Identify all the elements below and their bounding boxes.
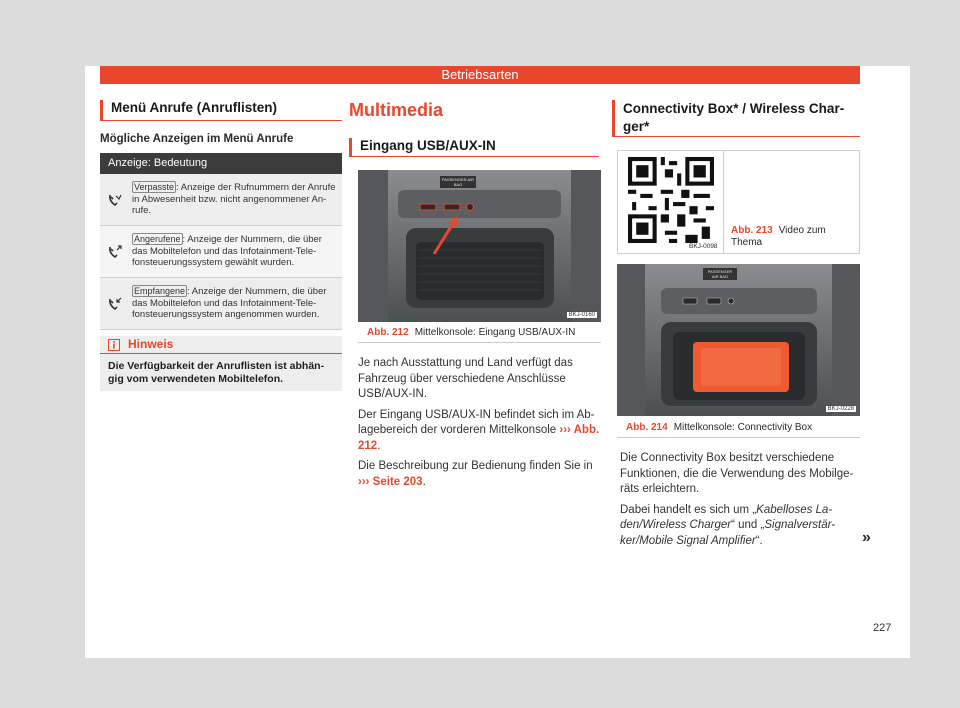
figure-usb-console (358, 170, 601, 322)
figure-caption-text: Mittelkonsole: Eingang USB/AUX-IN (414, 327, 576, 338)
paragraph: Die Beschreibung zur Bedienung finden Sie in ››› Seite 203. (358, 460, 593, 488)
table-header: Anzeige: Bedeutung (100, 153, 342, 174)
figure-code: BKJ-0228 (827, 406, 854, 412)
section-title-connectivity: Connectivity Box* / Wireless Char-ger* (612, 100, 860, 137)
qr-caption (731, 225, 851, 249)
xref-link-seite-203[interactable]: ››› Seite 203 (358, 475, 423, 488)
console-illustration (358, 170, 601, 322)
incoming-call-icon (107, 296, 123, 312)
paragraph: Je nach Ausstattung und Land verfügt das Fahrzeug über verschiedene Anschlüsse USB/AUX-IN. (358, 357, 573, 400)
figure-code: BKJ-0160 (568, 312, 595, 318)
paragraph: Dabei handelt es sich um „Kabelloses La-den/Wireless Charger“ und „Signalverstär-ker/Mobile Signal Amplifier“. (620, 503, 836, 547)
table-row (100, 226, 342, 278)
badge-verpasste: Verpasste (134, 182, 175, 192)
continue-marker: » (862, 529, 871, 546)
qr-code-label: BKJ-0098 (689, 243, 718, 250)
paragraph: Die Connectivity Box besitzt verschiedene Funktionen, die die Verwendung des Mobilge-räts erleichtern. (620, 452, 854, 495)
video-qr-box[interactable] (617, 150, 860, 254)
note-title: Hinweis (128, 337, 174, 351)
table-row (100, 278, 342, 330)
info-icon (108, 339, 120, 351)
table-row (100, 174, 342, 226)
badge-angerufene: Angerufene (134, 234, 181, 244)
chapter-header-bar (100, 66, 860, 84)
qr-caption-text: Video zum Thema (731, 225, 826, 248)
figure-label: Abb. 212 (367, 327, 409, 338)
chapter-title: Betriebsarten (441, 67, 519, 82)
airbag-sticker: PASSENGER AIR BAG (703, 268, 737, 280)
chapter-heading-multimedia: Multimedia (349, 100, 444, 120)
row-text: : Anzeige der Nummern, die über das Mobiltelefon und das Infotainment-Tele-fonsteuerungssystem gewählt wurden. (132, 234, 322, 268)
figure-connectivity-box (617, 264, 860, 416)
section-title-usb: Eingang USB/AUX-IN (349, 138, 599, 157)
xref-link-abb-212[interactable]: ››› Abb. 212 (358, 424, 600, 452)
badge-empfangene: Empfangene (134, 286, 186, 296)
note-box (100, 336, 342, 391)
paragraph: Der Eingang USB/AUX-IN befindet sich im Ab-lagebereich der vorderen Mittelkonsole ››› Abb. 212. (358, 408, 600, 452)
row-text: : Anzeige der Nummern, die über das Mobiltelefon und das Infotainment-Tele-fonsteuerungssystem angenommen wurden. (132, 286, 327, 320)
row-text: : Anzeige der Rufnummern der Anrufe in Abwesenheit bzw. nicht angenommener An-rufe. (132, 182, 336, 216)
outgoing-call-icon (107, 244, 123, 260)
figure-label: Abb. 214 (626, 422, 668, 433)
usb-body-text (358, 356, 603, 495)
qr-figure-label: Abb. 213 (731, 225, 773, 236)
figure-caption (367, 327, 575, 339)
page-number: 227 (873, 622, 892, 634)
note-text: Die Verfügbarkeit der Anruflisten ist abhän-gig vom verwendeten Mobiltelefon. (108, 360, 325, 385)
section-title-anruflisten: Menü Anrufe (Anruflisten) (100, 100, 342, 121)
connectivity-body-text (620, 451, 864, 554)
airbag-sticker: PASSENGER AIR BAG (441, 177, 475, 187)
lead-text: Mögliche Anzeigen im Menü Anrufe (100, 133, 294, 145)
figure-caption-text: Mittelkonsole: Connectivity Box (673, 422, 813, 433)
wireless-charger-illustration (617, 264, 860, 416)
figure-caption (626, 422, 812, 434)
call-list-table (100, 153, 342, 330)
qr-code-icon[interactable] (628, 157, 714, 243)
missed-call-icon (107, 192, 123, 208)
